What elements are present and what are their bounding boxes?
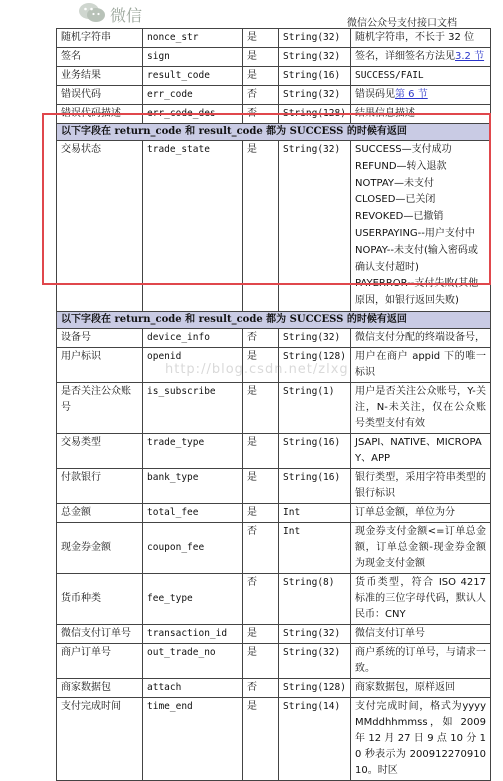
param-name: 商户订单号 [57, 643, 143, 678]
param-field: err_code [143, 86, 243, 105]
param-desc [351, 48, 491, 67]
param-name: 错误代码 [57, 86, 143, 105]
param-name: 错误代码描述 [57, 105, 143, 124]
table-row [57, 48, 491, 67]
param-name: 交易状态 [57, 141, 143, 312]
param-type: String(8) [279, 573, 351, 624]
param-desc: 支付完成时间，格式为yyyyMMddhhmmss，如 2009 年 12 月 27 日 9 点 10 分 10 秒表示为 20091227091010。时区 [351, 697, 491, 780]
param-required: 否 [243, 678, 279, 697]
table-row [57, 573, 491, 624]
param-desc: 商户系统的订单号，与请求一致。 [351, 643, 491, 678]
param-required: 是 [243, 503, 279, 522]
param-name: 是否关注公众账号 [57, 382, 143, 433]
param-name: 商家数据包 [57, 678, 143, 697]
param-name: 用户标识 [57, 347, 143, 382]
param-name: 随机字符串 [57, 29, 143, 48]
param-desc: 商家数据包，原样返回 [351, 678, 491, 697]
param-type: String(32) [279, 86, 351, 105]
wechat-logo-icon [78, 2, 106, 24]
table-row [57, 468, 491, 503]
param-type: String(32) [279, 328, 351, 347]
state-item: NOPAY--未支付(输入密码或确认支付超时) [355, 244, 478, 273]
param-name: 设备号 [57, 328, 143, 347]
param-type: String(32) [279, 48, 351, 67]
desc-text: 签名，详细签名方法见 [355, 51, 455, 62]
param-desc: 结果信息描述 [351, 105, 491, 124]
desc-text: 错误码见 [355, 89, 395, 100]
param-desc: 随机字符串，不长于 32 位 [351, 29, 491, 48]
param-name: 交易类型 [57, 433, 143, 468]
param-field: trade_state [143, 141, 243, 312]
param-required: 是 [243, 433, 279, 468]
param-field: total_fee [143, 503, 243, 522]
section-header-row [57, 124, 491, 141]
param-field: time_end [143, 697, 243, 780]
param-field: attach [143, 678, 243, 697]
table-row-trade-state [57, 141, 491, 312]
parameter-table [56, 28, 491, 781]
param-field: coupon_fee [143, 522, 243, 573]
param-desc: 用户是否关注公众账号，Y-关注，N-未关注，仅在公众账号类型支付有效 [351, 382, 491, 433]
param-field: trade_type [143, 433, 243, 468]
table-row [57, 678, 491, 697]
param-required: 是 [243, 643, 279, 678]
param-required: 是 [243, 624, 279, 643]
param-desc: 货币类型，符合 ISO 4217 标准的三位字母代码，默认人民币：CNY [351, 573, 491, 624]
table-row [57, 643, 491, 678]
param-name: 付款银行 [57, 468, 143, 503]
param-desc [351, 141, 491, 312]
state-item: PAYERROR--支付失败(其他原因，如银行返回失败) [355, 278, 479, 307]
param-type: String(128) [279, 678, 351, 697]
param-required: 是 [243, 468, 279, 503]
param-name: 支付完成时间 [57, 697, 143, 780]
logo-text: 微信 [110, 6, 143, 25]
param-type: String(32) [279, 643, 351, 678]
param-required: 是 [243, 697, 279, 780]
table-row [57, 328, 491, 347]
param-name: 货币种类 [57, 573, 143, 624]
param-required: 是 [243, 347, 279, 382]
param-type: String(1) [279, 382, 351, 433]
param-field: bank_type [143, 468, 243, 503]
param-desc: 现金券支付金额<=订单总金额，订单总金额-现金券金额为现金支付金额 [351, 522, 491, 573]
param-required: 是 [243, 67, 279, 86]
table-row [57, 522, 491, 573]
table-row [57, 29, 491, 48]
state-item: REFUND—转入退款 [355, 160, 447, 172]
param-desc: SUCCESS/FAIL [351, 67, 491, 86]
section-header: 以下字段在 return_code 和 result_code 都为 SUCCESS 的时候有返回 [57, 124, 491, 141]
param-required: 是 [243, 48, 279, 67]
param-field: out_trade_no [143, 643, 243, 678]
param-type: String(32) [279, 141, 351, 312]
state-item: USERPAYING--用户支付中 [355, 227, 475, 239]
param-field: err_code_des [143, 105, 243, 124]
table-row [57, 67, 491, 86]
param-name: 签名 [57, 48, 143, 67]
param-field: openid [143, 347, 243, 382]
param-desc: 用户在商户 appid 下的唯一标识 [351, 347, 491, 382]
param-type: String(16) [279, 67, 351, 86]
table-row [57, 624, 491, 643]
param-field: nonce_str [143, 29, 243, 48]
state-item: SUCCESS—支付成功 [355, 144, 452, 155]
param-type: String(128) [279, 347, 351, 382]
param-name: 总金额 [57, 503, 143, 522]
section-link[interactable]: 第 6 节 [395, 89, 428, 100]
param-required: 是 [243, 382, 279, 433]
watermark: http://blog.csdn.net/zlxg [165, 362, 349, 377]
param-field: sign [143, 48, 243, 67]
param-field: transaction_id [143, 624, 243, 643]
param-type: String(32) [279, 624, 351, 643]
param-required: 否 [243, 522, 279, 573]
param-name: 微信支付订单号 [57, 624, 143, 643]
param-field: result_code [143, 67, 243, 86]
table-row [57, 433, 491, 468]
param-field: fee_type [143, 573, 243, 624]
table-row [57, 86, 491, 105]
param-desc: 微信支付订单号 [351, 624, 491, 643]
table-row [57, 382, 491, 433]
section-header: 以下字段在 return_code 和 result_code 都为 SUCCESS 的时候有返回 [57, 311, 491, 328]
section-link[interactable]: 3.2 节 [455, 51, 485, 62]
param-type: Int [279, 503, 351, 522]
param-type: Int [279, 522, 351, 573]
param-type: String(16) [279, 468, 351, 503]
param-desc: JSAPI、NATIVE、MICROPAY、APP [351, 433, 491, 468]
document-header [0, 0, 503, 28]
param-desc: 订单总金额，单位为分 [351, 503, 491, 522]
param-type: String(16) [279, 433, 351, 468]
state-item: CLOSED—已关闭 [355, 194, 436, 206]
param-type: String(128) [279, 105, 351, 124]
doc-title: 微信公众号支付接口文档 [347, 18, 457, 29]
table-row [57, 105, 491, 124]
table-row [57, 503, 491, 522]
param-desc [351, 86, 491, 105]
param-field: device_info [143, 328, 243, 347]
param-type: String(32) [279, 29, 351, 48]
table-row [57, 697, 491, 780]
param-field: is_subscribe [143, 382, 243, 433]
param-desc: 微信支付分配的终端设备号， [351, 328, 491, 347]
param-required: 否 [243, 105, 279, 124]
param-required: 否 [243, 86, 279, 105]
param-required: 是 [243, 141, 279, 312]
param-desc: 银行类型，采用字符串类型的银行标识 [351, 468, 491, 503]
param-required: 否 [243, 573, 279, 624]
param-required: 是 [243, 29, 279, 48]
section-header-row [57, 311, 491, 328]
state-item: REVOKED—已撤销 [355, 211, 444, 223]
state-item: NOTPAY—未支付 [355, 177, 435, 189]
param-name: 现金券金额 [57, 522, 143, 573]
param-type: String(14) [279, 697, 351, 780]
param-name: 业务结果 [57, 67, 143, 86]
param-required: 否 [243, 328, 279, 347]
